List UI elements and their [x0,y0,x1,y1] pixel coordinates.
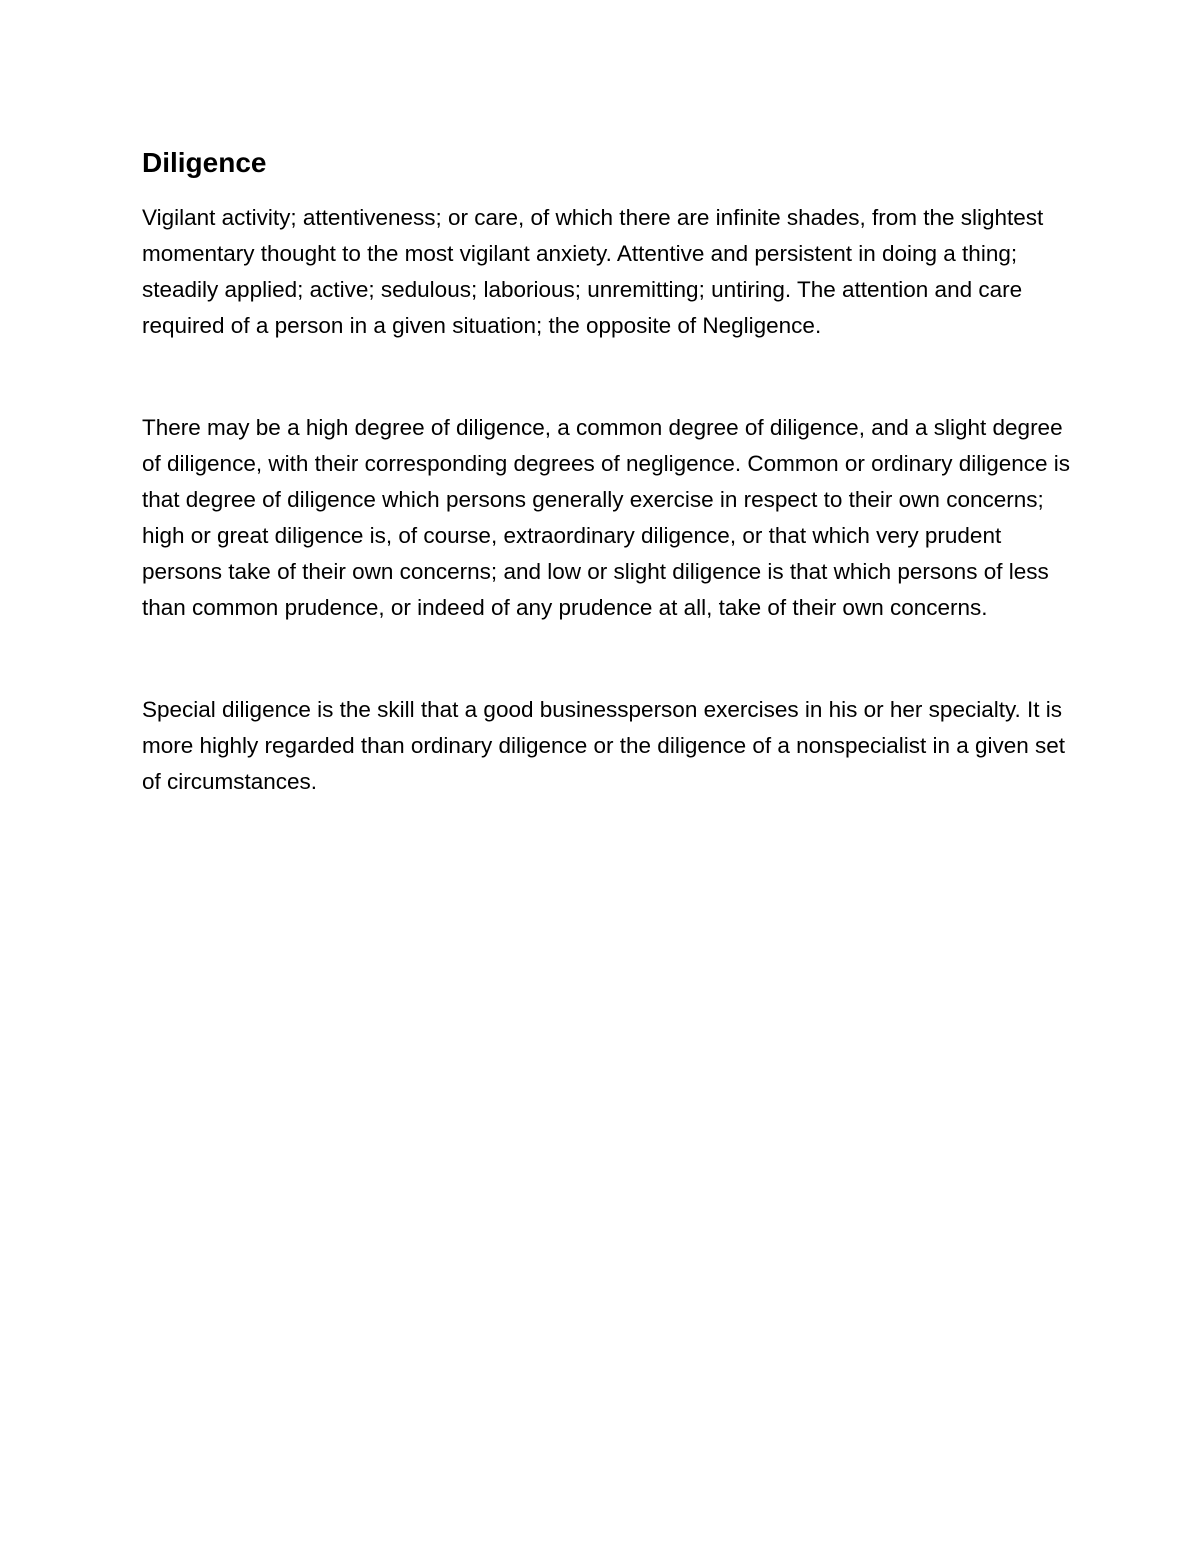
paragraph-special-diligence: Special diligence is the skill that a good businessperson exercises in his or her specialty. It is more highly regarded than ordinary diligence or the diligence of a nonspecialist in a given set of circumstances. [142,697,1066,794]
document-title: Diligence [142,147,267,178]
document-body [142,140,1072,800]
paragraph-definition: Vigilant activity; attentiveness; or care, of which there are infinite shades, from the slightest momentary thought to the most vigilant anxiety. Attentive and persistent in doing a thing; steadily applied; active; sedulous; laborious; unremitting; untiring. The attention and care required of a person in a given situation; the opposite of Negligence. [142,205,1044,338]
paragraph-degrees: There may be a high degree of diligence, a common degree of diligence, and a slight degree of diligence, with their corresponding degrees of negligence. Common or ordinary diligence is that degree of diligence which persons generally exercise in respect to their own concerns; high or great diligence is, of course, extraordinary diligence, or that which very prudent persons take of their own concerns; and low or slight diligence is that which persons of less than common prudence, or indeed of any prudence at all, take of their own concerns. [142,415,1071,620]
